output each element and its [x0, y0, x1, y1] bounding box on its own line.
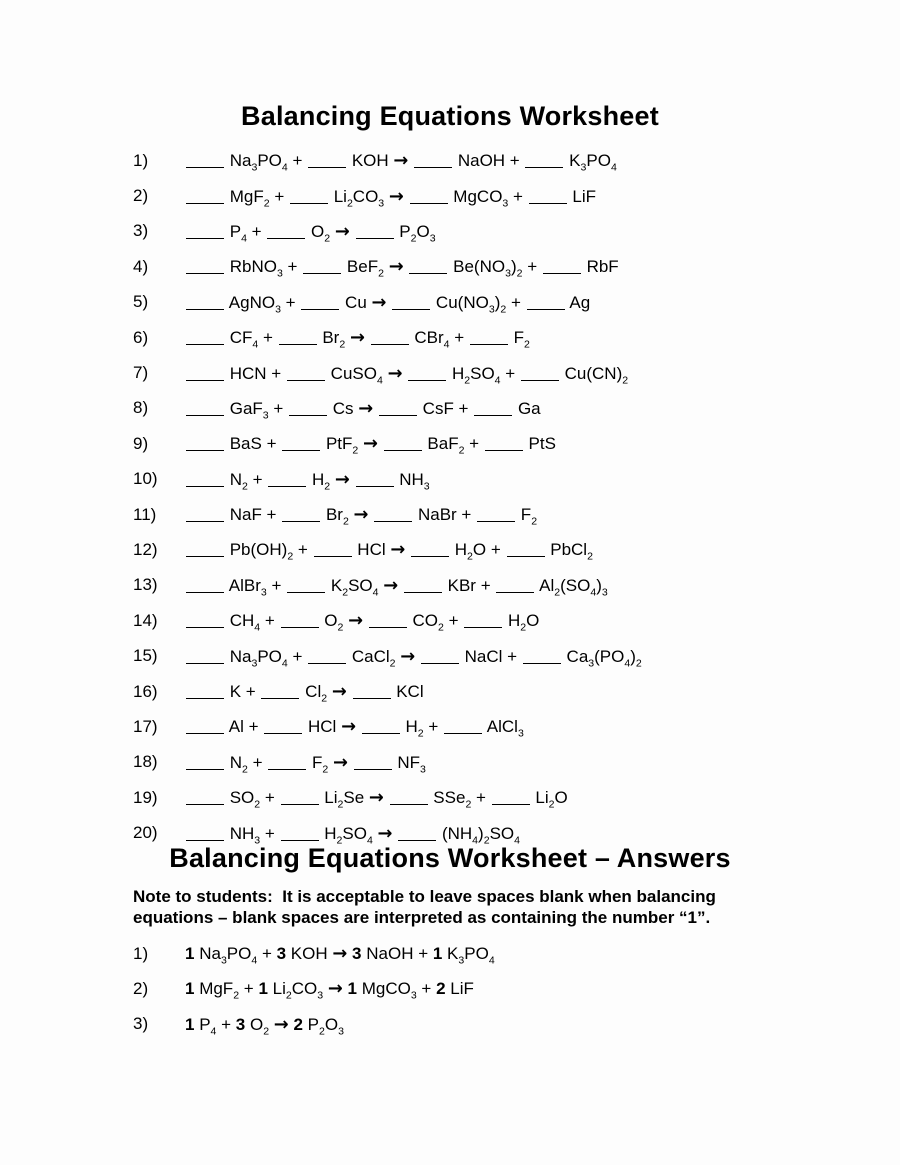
coefficient-blank: [186, 769, 224, 770]
equation: $SO_2 + Li_2Se \to SSe_2 + Li_2O$: [185, 787, 900, 808]
coefficient-blank: [409, 273, 447, 274]
coefficient-blank: [186, 804, 224, 805]
problem-number: 2): [133, 186, 149, 206]
coefficient-blank: [186, 167, 224, 168]
coefficient-blank: [186, 733, 224, 734]
coefficient-blank: [186, 521, 224, 522]
yields-arrow: →: [363, 433, 378, 455]
equation: Al + HCl → $H_2$ + AlCl$_3$: [185, 716, 900, 737]
coefficient-blank: [398, 840, 436, 841]
problem-number: 19): [133, 787, 158, 807]
coefficient-blank: [371, 344, 409, 345]
equation: RbNO$_3$ + $BeF_2 \to Be(NO_3)_2$ + RbF: [185, 256, 900, 277]
equation: AlBr$_3$ + $K_2SO_4$ → KBr + $Al_2(SO_4)_3$: [185, 575, 900, 596]
coefficient-blank: [414, 167, 452, 168]
coefficient-blank: [411, 556, 449, 557]
yields-arrow: →: [400, 645, 416, 667]
coefficient-blank: [287, 380, 325, 381]
note-line-2: equations – blank spaces are interpreted as containing the number “1”.: [133, 907, 711, 927]
yields-arrow: →: [334, 468, 350, 490]
equation: $K + Cl_2$ → KCl: [185, 681, 900, 702]
coefficient-blank: [507, 556, 545, 557]
coefficient-blank: [379, 415, 417, 416]
coefficient-blank: [384, 450, 422, 451]
coefficient-blank: [186, 627, 224, 628]
yields-arrow: →: [377, 822, 393, 844]
yields-arrow: →: [393, 150, 409, 172]
yields-arrow: →: [358, 397, 374, 419]
coefficient-blank: [186, 698, 224, 699]
problem-number: 11): [133, 504, 157, 524]
problem-number: 6): [133, 327, 149, 347]
coefficient: 1: [185, 944, 195, 963]
equation: HCN + CuSO$_4$ → $H_2SO_4 + Cu(CN)_2$: [185, 363, 900, 384]
yields-arrow: →: [334, 220, 350, 242]
coefficient: 3: [276, 944, 287, 963]
yields-arrow: →: [390, 539, 406, 561]
equation-row: [0, 1007, 900, 1042]
coefficient-blank: [521, 380, 559, 381]
coefficient-blank: [527, 309, 565, 310]
equation-row: [0, 178, 900, 213]
coefficient-blank: [289, 415, 327, 416]
answers-title: Balancing Equations Worksheet – Answers: [169, 842, 731, 873]
coefficient-blank: [496, 592, 534, 593]
equation: 1 MgF$_2$ + 1 $Li_2CO_3 \to 1$ MgCO$_3$ + 2 LiF: [185, 978, 474, 1002]
coefficient-blank: [525, 167, 563, 168]
equation: GaF$_3$ + Cs → CsF + Ga: [185, 398, 900, 419]
equation-row: [0, 603, 900, 638]
coefficient-blank: [353, 698, 391, 699]
coefficient-blank: [444, 733, 482, 734]
coefficient: 2: [436, 979, 446, 999]
equation: NaF + $Br_2$ → NaBr + $F_2$: [185, 504, 900, 525]
coefficient-blank: [186, 309, 224, 310]
yields-arrow: →: [341, 716, 357, 738]
equation-row: [0, 426, 900, 461]
worksheet-title: Balancing Equations Worksheet: [241, 101, 659, 131]
coefficient-blank: [287, 592, 325, 593]
equation-row: [0, 936, 900, 971]
coefficient-blank: [281, 840, 319, 841]
equation-row: [0, 780, 900, 815]
coefficient-blank: [279, 344, 317, 345]
coefficient: 1: [258, 979, 268, 999]
equation-row: [0, 638, 900, 673]
yields-arrow: →: [349, 327, 365, 349]
equation-row: [0, 745, 900, 780]
coefficient-blank: [186, 273, 224, 274]
coefficient-blank: [186, 450, 224, 451]
yields-arrow: →: [383, 574, 399, 596]
equation: $MgF_2 + Li_2CO_3$ → MgCO$_3$ + LiF: [185, 186, 900, 207]
equation-row: [0, 674, 900, 709]
coefficient: 1: [185, 979, 195, 999]
coefficient: 1: [432, 944, 443, 963]
equation-row: [0, 249, 900, 284]
equation-row: [0, 391, 900, 426]
problem-number: 1): [133, 943, 149, 963]
equation: AgNO$_3$ + $Cu \to Cu(NO_3)_2 + Ag$: [185, 292, 900, 313]
yields-arrow: →: [332, 751, 348, 773]
equation-row: [0, 320, 900, 355]
coefficient-blank: [369, 627, 407, 628]
coefficient-blank: [362, 733, 400, 734]
equation-row: [0, 568, 900, 603]
coefficient-blank: [410, 203, 448, 204]
coefficient-blank: [308, 167, 346, 168]
yields-arrow: →: [368, 787, 384, 809]
coefficient-blank: [282, 450, 320, 451]
yields-arrow: →: [331, 681, 347, 703]
coefficient-blank: [268, 769, 306, 770]
coefficient-blank: [303, 273, 341, 274]
problem-number: 18): [133, 752, 158, 772]
equation-row: [0, 355, 900, 390]
equation: $Na_3PO_4$ + CaCl$_2$ → NaCl + $Ca_3(PO_4)_2$: [185, 646, 900, 667]
problem-number: 10): [133, 469, 158, 489]
problem-number: 3): [133, 221, 149, 241]
equation: 1 $Na_3PO_4 + 3$ KOH → 3 NaOH + 1 $K_3PO_4$: [185, 943, 495, 967]
equation-row: [0, 971, 900, 1006]
equation: $N_2 + H_2 \to NH_3$: [185, 469, 900, 490]
problems-list: [0, 143, 900, 851]
coefficient: 1: [185, 1014, 195, 1034]
equation-row: [0, 285, 900, 320]
equation-row: [0, 497, 900, 532]
coefficient-blank: [290, 203, 328, 204]
equation-row: [0, 143, 900, 178]
problem-number: 9): [133, 433, 149, 453]
equation: $Pb(OH)_2$ + HCl → $H_2O$ + PbCl$_2$: [185, 539, 900, 560]
coefficient-blank: [374, 521, 412, 522]
yields-arrow: →: [388, 256, 404, 278]
yields-arrow: →: [332, 943, 348, 964]
problem-number: 2): [133, 978, 149, 998]
coefficient-blank: [464, 627, 502, 628]
coefficient-blank: [186, 344, 224, 345]
coefficient-blank: [186, 415, 224, 416]
problem-number: 1): [133, 150, 149, 170]
equation: $NH_3 + H_2SO_4 \to (NH_4)_2SO_4$: [185, 823, 900, 844]
coefficient-blank: [186, 840, 224, 841]
coefficient: 3: [235, 1014, 246, 1034]
equation: 1 $P_4 + 3$ $O_2 \to 2$ $P_2O_3$: [185, 1013, 344, 1038]
coefficient-blank: [408, 380, 446, 381]
note-to-students: [133, 886, 900, 928]
coefficient-blank: [356, 486, 394, 487]
coefficient-blank: [267, 238, 305, 239]
problem-number: 4): [133, 256, 149, 276]
problem-number: 15): [133, 646, 158, 666]
coefficient-blank: [308, 663, 346, 664]
problem-number: 13): [133, 575, 158, 595]
coefficient-blank: [314, 556, 352, 557]
yields-arrow: →: [348, 610, 364, 632]
problem-number: 20): [133, 823, 158, 843]
coefficient: 1: [347, 979, 357, 999]
coefficient-blank: [281, 804, 319, 805]
coefficient-blank: [356, 238, 394, 239]
yields-arrow: →: [387, 362, 403, 384]
problem-number: 16): [133, 681, 158, 701]
problem-number: 17): [133, 716, 158, 736]
equation-row: [0, 214, 900, 249]
problem-number: 3): [133, 1014, 149, 1034]
coefficient-blank: [186, 380, 224, 381]
problem-number: 7): [133, 363, 149, 383]
yields-arrow: →: [327, 978, 343, 1000]
coefficient-blank: [282, 521, 320, 522]
coefficient-blank: [474, 415, 512, 416]
equation-row: [0, 462, 900, 497]
coefficient-blank: [470, 344, 508, 345]
answers-list: [0, 936, 900, 1042]
coefficient-blank: [477, 521, 515, 522]
coefficient-blank: [421, 663, 459, 664]
coefficient-blank: [281, 627, 319, 628]
equation: BaS + PtF$_2$ → BaF$_2$ + PtS: [185, 433, 900, 454]
note-line-1: Note to students: It is acceptable to leave spaces blank when balancing: [133, 886, 716, 906]
yields-arrow: →: [371, 291, 387, 313]
yields-arrow: →: [353, 504, 369, 526]
coefficient-blank: [390, 804, 428, 805]
coefficient-blank: [404, 592, 442, 593]
problem-number: 5): [133, 292, 149, 312]
coefficient-blank: [543, 273, 581, 274]
coefficient-blank: [186, 238, 224, 239]
coefficient-blank: [392, 309, 430, 310]
coefficient-blank: [492, 804, 530, 805]
coefficient-blank: [268, 486, 306, 487]
problem-number: 14): [133, 610, 158, 630]
coefficient-blank: [264, 733, 302, 734]
coefficient-blank: [186, 592, 224, 593]
equation-row: [0, 532, 900, 567]
coefficient-blank: [523, 663, 561, 664]
equation-row: [0, 709, 900, 744]
coefficient-blank: [301, 309, 339, 310]
coefficient-blank: [261, 698, 299, 699]
equation: $CH_4 + O_2 \to CO_2 + H_2O$: [185, 610, 900, 631]
coefficient-blank: [186, 663, 224, 664]
yields-arrow: →: [273, 1013, 289, 1035]
equation: $N_2 + F_2 \to NF_3$: [185, 752, 900, 773]
yields-arrow: →: [388, 185, 404, 207]
problem-number: 12): [133, 539, 158, 559]
coefficient: 3: [352, 944, 362, 963]
coefficient-blank: [529, 203, 567, 204]
problem-number: 8): [133, 398, 149, 418]
coefficient-blank: [354, 769, 392, 770]
equation: $CF_4 + Br_2 \to CBr_4 + F_2$: [185, 327, 900, 348]
equation: $Na_3PO_4$ + KOH → NaOH + $K_3PO_4$: [185, 150, 900, 171]
coefficient: 2: [293, 1014, 303, 1034]
coefficient-blank: [186, 486, 224, 487]
coefficient-blank: [186, 556, 224, 557]
coefficient-blank: [186, 203, 224, 204]
coefficient-blank: [485, 450, 523, 451]
equation: $P_4 + O_2 \to P_2O_3$: [185, 221, 900, 242]
